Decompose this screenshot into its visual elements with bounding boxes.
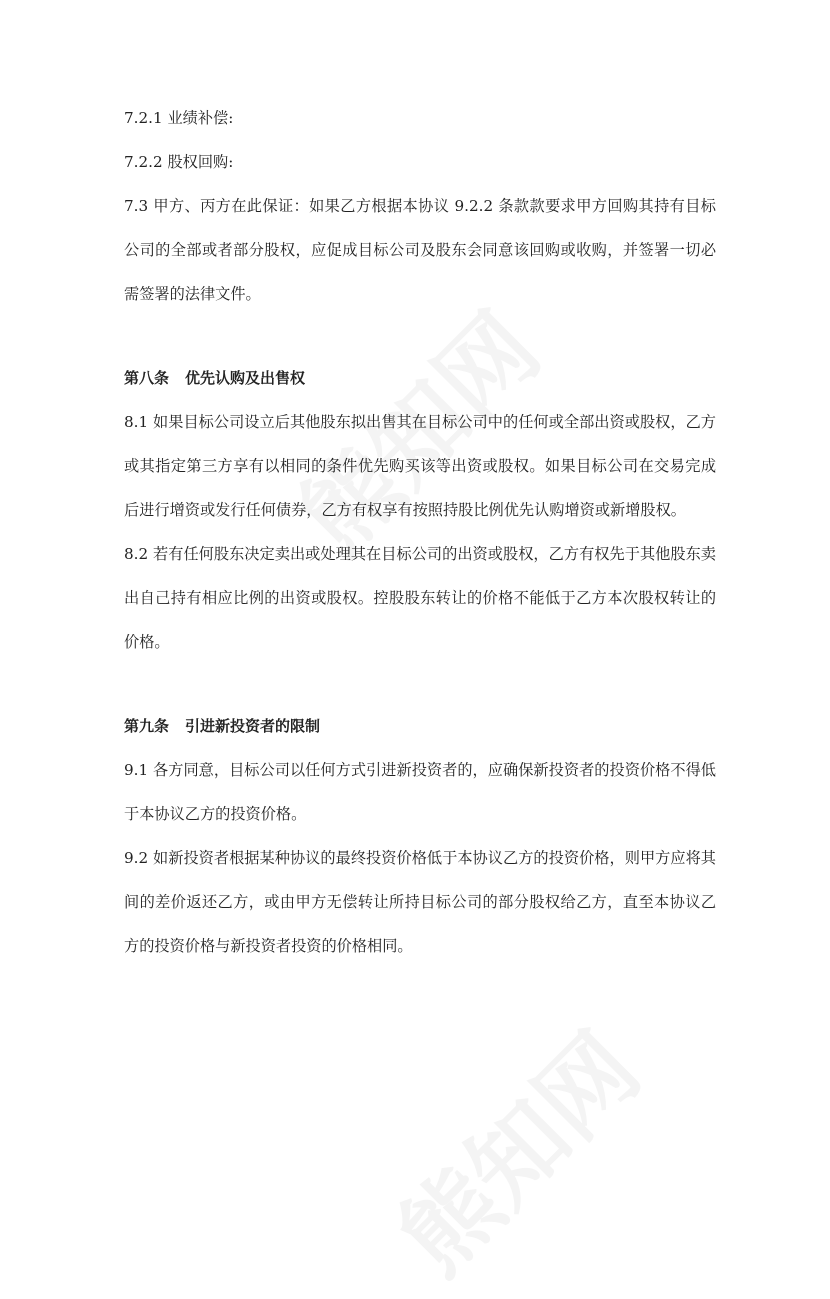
watermark (364, 998, 665, 1299)
document-body (124, 96, 716, 968)
article-number: 第八条 (124, 369, 170, 387)
spacer (124, 664, 716, 704)
clause-7-3: 7.3 甲方、丙方在此保证：如果乙方根据本协议 9.2.2 条款款要求甲方回购其持有目标公司的全部或者部分股权，应促成目标公司及股东会同意该回购或收购，并签署一切必需签署的法律文件。 (124, 197, 716, 303)
article-9-heading (124, 704, 716, 748)
article-title: 优先认购及出售权 (185, 369, 306, 387)
article-number: 第九条 (124, 717, 170, 735)
clause-9-1: 9.1 各方同意，目标公司以任何方式引进新投资者的，应确保新投资者的投资价格不得低于本协议乙方的投资价格。 (124, 761, 716, 823)
spacer (124, 316, 716, 356)
clause-8-1: 8.1 如果目标公司设立后其他股东拟出售其在目标公司中的任何或全部出资或股权，乙方或其指定第三方享有以相同的条件优先购买该等出资或股权。如果目标公司在交易完成后进行增资或发行任何债券，乙方有权享有按照持股比例优先认购增资或新增股权。 (124, 413, 716, 519)
clause-8-2: 8.2 若有任何股东决定卖出或处理其在目标公司的出资或股权，乙方有权先于其他股东卖出自己持有相应比例的出资或股权。控股股东转让的价格不能低于乙方本次股权转让的价格。 (124, 545, 716, 651)
clause-7-2-1: 7.2.1 业绩补偿: (124, 109, 234, 127)
article-title: 引进新投资者的限制 (185, 717, 321, 735)
article-8-heading (124, 356, 716, 400)
clause-7-2-2: 7.2.2 股权回购: (124, 153, 234, 171)
clause-9-2: 9.2 如新投资者根据某种协议的最终投资价格低于本协议乙方的投资价格，则甲方应将其间的差价返还乙方，或由甲方无偿转让所持目标公司的部分股权给乙方，直至本协议乙方的投资价格与新投资者投资的价格相同。 (124, 849, 716, 955)
